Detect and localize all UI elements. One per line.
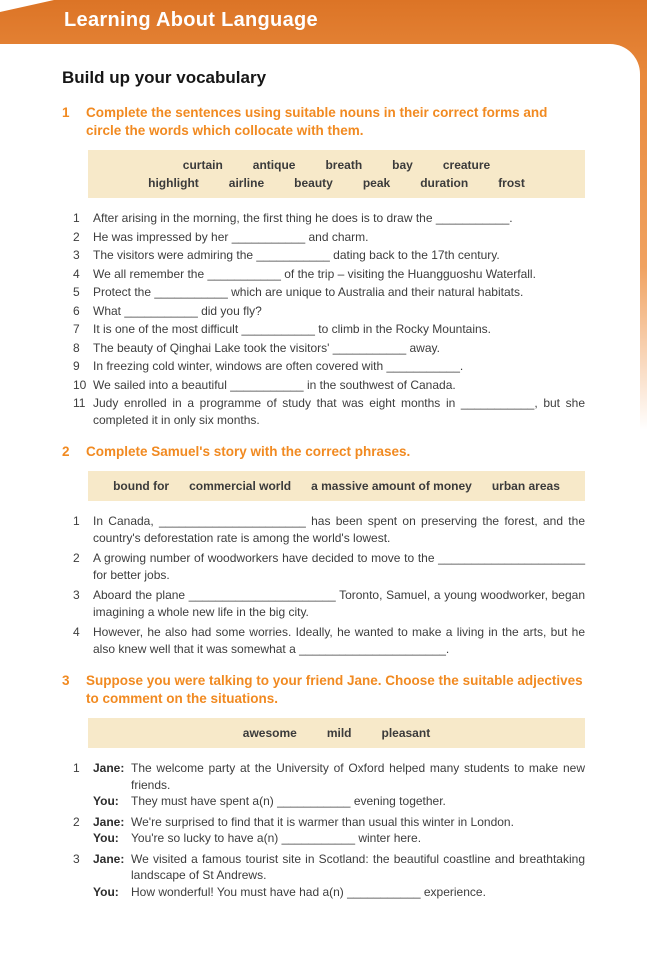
word-chip: airline xyxy=(228,176,265,190)
dialogue-text: They must have spent a(n) ___________ evening together. xyxy=(131,794,446,808)
word-box-1 xyxy=(88,150,585,198)
dialogue-text: You're so lucky to have a(n) ___________ winter here. xyxy=(131,831,422,845)
sentence-item xyxy=(73,395,585,428)
exercise-1 xyxy=(62,104,585,428)
exercise-2 xyxy=(62,443,585,657)
you-line xyxy=(73,830,585,847)
word-chip: a massive amount of money xyxy=(311,479,472,493)
exercise-number: 2 xyxy=(62,444,70,459)
word-chip: awesome xyxy=(242,726,297,740)
word-chip: beauty xyxy=(294,176,333,190)
item-number: 3 xyxy=(73,588,80,602)
sentence-item xyxy=(73,321,585,338)
word-chip: duration xyxy=(420,176,469,190)
word-chip: peak xyxy=(362,176,391,190)
exercise-3-header xyxy=(62,672,585,708)
word-box-2 xyxy=(88,471,585,501)
dialogue-list xyxy=(62,760,585,900)
dialogue-item xyxy=(73,814,585,847)
item-number: 3 xyxy=(73,851,80,866)
sentence-item xyxy=(73,266,585,283)
you-line xyxy=(73,793,585,810)
item-number: 1 xyxy=(73,761,80,775)
item-text: What ___________ did you fly? xyxy=(93,303,262,318)
word-chip: antique xyxy=(252,158,296,172)
sentence-item xyxy=(73,247,585,264)
exercise-instruction: Suppose you were talking to your friend Jane. Choose the suitable adjectives to comment on the situations. xyxy=(86,673,583,706)
word-chip: bay xyxy=(392,158,413,172)
item-text: He was impressed by her ___________ and charm. xyxy=(93,229,369,244)
speaker-label-jane: Jane: xyxy=(93,761,125,775)
item-number: 9 xyxy=(73,359,80,373)
item-number-spacer xyxy=(73,830,93,847)
item-number: 4 xyxy=(73,625,80,639)
speaker-label-you: You: xyxy=(93,831,119,845)
speaker-label-jane: Jane: xyxy=(93,814,125,829)
item-number: 4 xyxy=(73,266,80,281)
item-number: 1 xyxy=(73,211,80,225)
item-number: 2 xyxy=(73,551,80,565)
sentence-item xyxy=(73,303,585,320)
speaker-label-you: You: xyxy=(93,884,119,899)
sentence-item xyxy=(73,229,585,246)
section-title: Build up your vocabulary xyxy=(62,68,267,87)
word-chip: frost xyxy=(498,176,525,190)
item-number: 10 xyxy=(73,377,87,392)
exercise-instruction: Complete the sentences using suitable nouns in their correct forms and circle the words which collocate with them. xyxy=(86,105,548,138)
sentence-item xyxy=(73,358,585,375)
jane-line xyxy=(73,851,585,884)
item-text: Judy enrolled in a programme of study that was eight months in ___________, but she completed it in only six months. xyxy=(93,396,585,427)
dialogue-text: How wonderful! You must have had a(n) ___________ experience. xyxy=(131,884,486,899)
word-chip: creature xyxy=(442,158,491,172)
sentence-item xyxy=(73,624,585,657)
item-number: 2 xyxy=(73,814,80,829)
sentence-list-1 xyxy=(62,210,585,428)
word-chip: urban areas xyxy=(491,479,560,493)
exercise-1-header xyxy=(62,104,585,140)
word-chip: highlight xyxy=(148,176,199,190)
item-text: A growing number of woodworkers have decided to move to the ______________________ for better jobs. xyxy=(93,551,585,582)
exercise-instruction: Complete Samuel's story with the correct phrases. xyxy=(86,444,411,459)
item-text: However, he also had some worries. Ideally, he wanted to make a living in the arts, but he also knew well that it was somewhat a ______________________. xyxy=(93,625,585,656)
item-number: 6 xyxy=(73,303,80,318)
banner-title: Learning About Language xyxy=(64,9,318,31)
sentence-item xyxy=(73,284,585,301)
sentence-item xyxy=(73,340,585,357)
word-chip: commercial world xyxy=(189,479,292,493)
jane-line xyxy=(73,760,585,793)
dialogue-text: The welcome party at the University of Oxford helped many students to make new friends. xyxy=(131,761,585,792)
word-box-row xyxy=(102,725,571,741)
item-number: 1 xyxy=(73,514,80,528)
item-text: The visitors were admiring the ___________ dating back to the 17th century. xyxy=(93,248,500,262)
word-chip: bound for xyxy=(113,479,170,493)
item-text: Protect the ___________ which are unique to Australia and their natural habitats. xyxy=(93,285,524,299)
exercise-number: 1 xyxy=(62,105,70,120)
item-number-spacer xyxy=(73,884,93,901)
item-number: 3 xyxy=(73,248,80,262)
item-text: It is one of the most difficult ___________ to climb in the Rocky Mountains. xyxy=(93,322,492,336)
item-number: 7 xyxy=(73,322,80,336)
word-chip: breath xyxy=(325,158,363,172)
jane-line xyxy=(73,814,585,831)
item-text: Aboard the plane ______________________ Toronto, Samuel, a young woodworker, began imagining a whole new life in the big city. xyxy=(93,588,585,619)
exercise-2-header xyxy=(62,443,585,461)
word-chip: pleasant xyxy=(381,726,431,740)
sentence-item xyxy=(73,210,585,227)
sentence-item xyxy=(73,513,585,546)
item-number: 8 xyxy=(73,340,80,355)
item-number: 11 xyxy=(73,396,86,410)
item-text: We sailed into a beautiful ___________ in the southwest of Canada. xyxy=(93,377,456,392)
dialogue-text: We visited a famous tourist site in Scotland: the beautiful coastline and breathtaking landscape of St Andrews. xyxy=(131,851,585,882)
exercise-number: 3 xyxy=(62,673,70,688)
item-text: In freezing cold winter, windows are often covered with ___________. xyxy=(93,359,464,373)
item-text: We all remember the ___________ of the trip – visiting the Huangguoshu Waterfall. xyxy=(93,266,536,281)
item-text: The beauty of Qinghai Lake took the visitors' ___________ away. xyxy=(93,340,440,355)
word-box-row xyxy=(102,175,571,191)
you-line xyxy=(73,884,585,901)
corner-decoration xyxy=(0,0,54,12)
dialogue-item xyxy=(73,760,585,810)
item-number-spacer xyxy=(73,793,93,810)
word-box-row xyxy=(102,157,571,173)
item-number: 5 xyxy=(73,285,80,299)
word-box-row xyxy=(102,478,571,494)
sentence-item xyxy=(73,377,585,394)
item-text: After arising in the morning, the first thing he does is to draw the ___________. xyxy=(93,211,513,225)
sentence-item xyxy=(73,550,585,583)
page-body xyxy=(0,44,640,961)
sentence-list-2 xyxy=(62,513,585,657)
word-chip: mild xyxy=(326,726,352,740)
item-text: In Canada, ______________________ has been spent on preserving the forest, and the country's deforestation rate is among the world's lowest. xyxy=(93,514,585,545)
item-number: 2 xyxy=(73,229,80,244)
sentence-item xyxy=(73,587,585,620)
speaker-label-jane: Jane: xyxy=(93,851,125,866)
word-box-3 xyxy=(88,718,585,748)
dialogue-text: We're surprised to find that it is warmer than usual this winter in London. xyxy=(131,814,514,829)
dialogue-item xyxy=(73,851,585,901)
word-chip: curtain xyxy=(182,158,223,172)
speaker-label-you: You: xyxy=(93,794,119,808)
exercise-3 xyxy=(62,672,585,900)
